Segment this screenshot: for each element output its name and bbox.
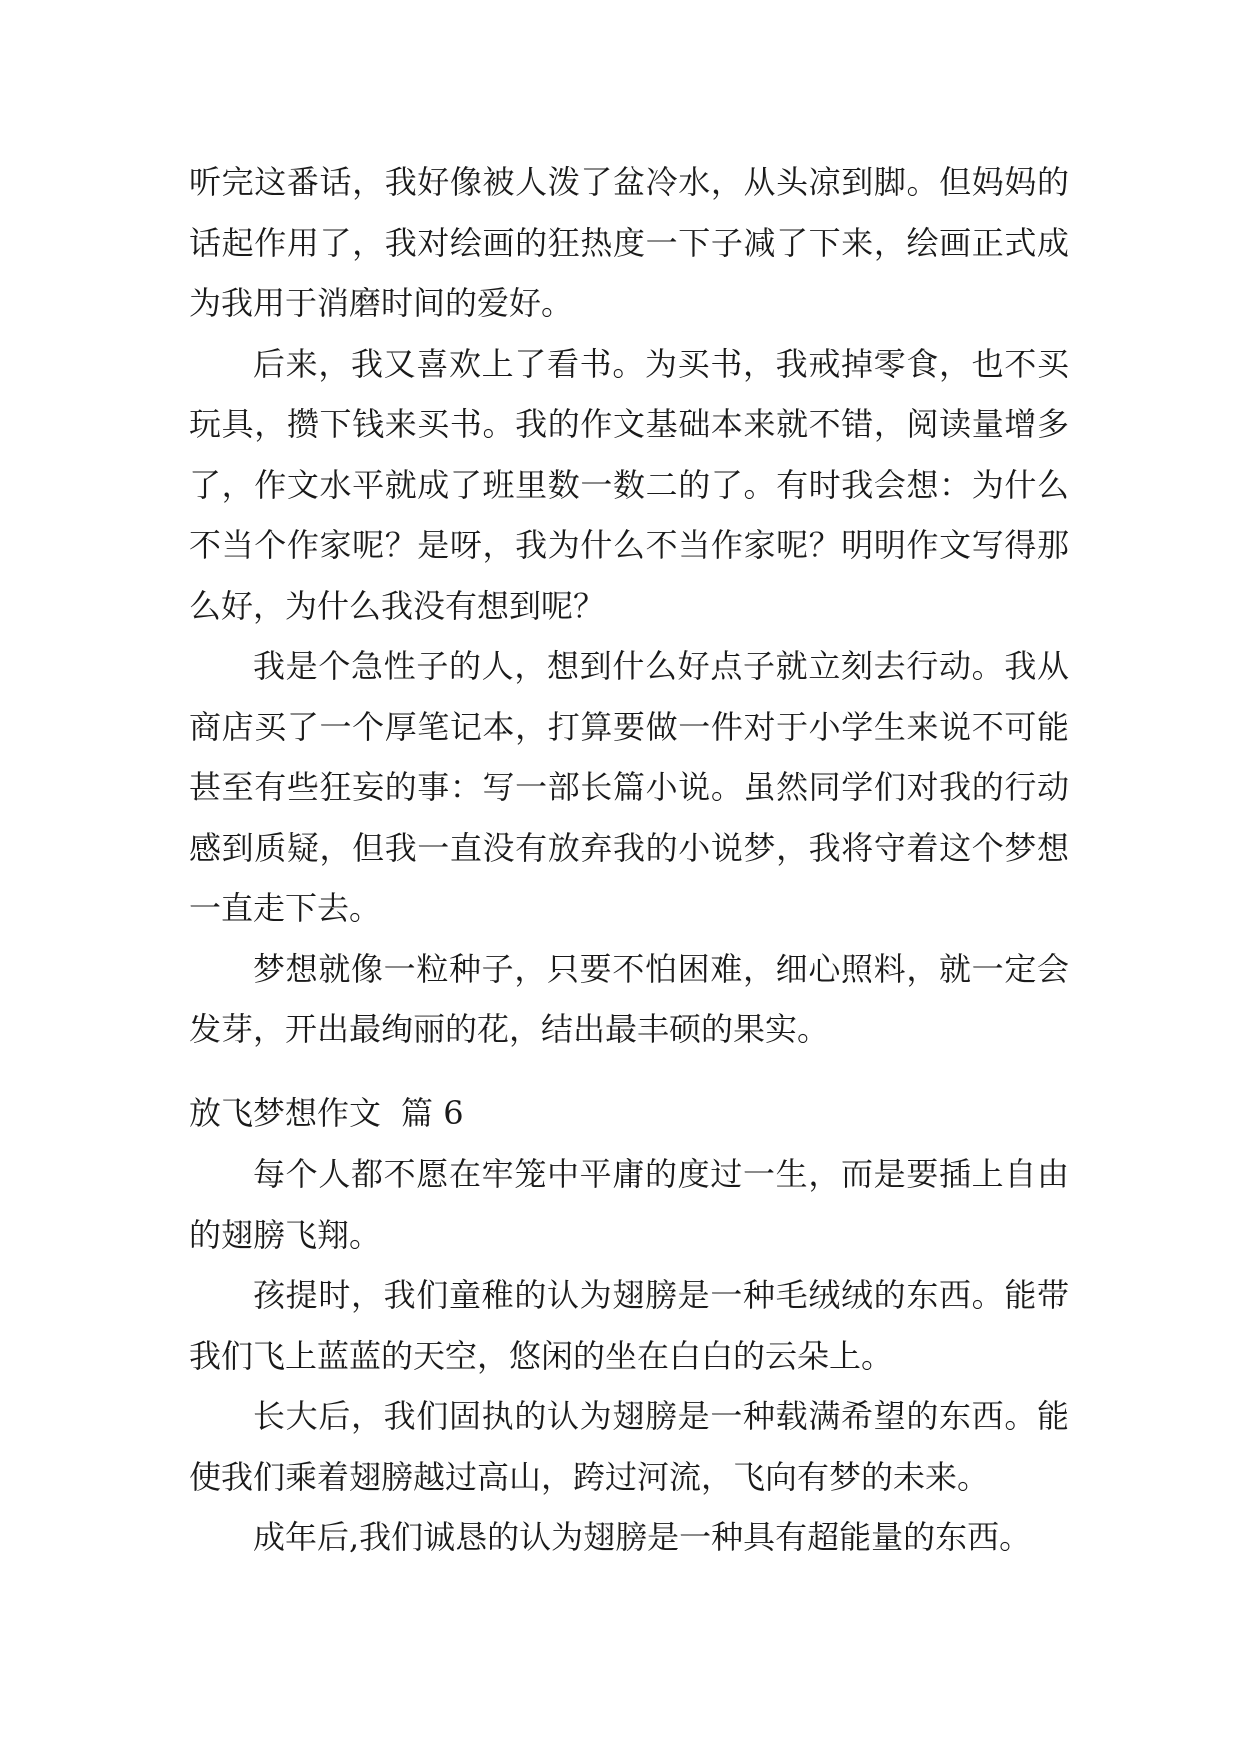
paragraph: 长大后，我们固执的认为翅膀是一种载满希望的东西。能使我们乘着翅膀越过高山，跨过河流，飞向有梦的未来。 bbox=[189, 1397, 1069, 1496]
paragraph: 孩提时，我们童稚的认为翅膀是一种毛绒绒的东西。能带我们飞上蓝蓝的天空，悠闲的坐在白白的云朵上。 bbox=[189, 1276, 1069, 1375]
paragraph: 我是个急性子的人，想到什么好点子就立刻去行动。我从商店买了一个厚笔记本，打算要做一件对于小学生来说不可能甚至有些狂妄的事：写一部长篇小说。虽然同学们对我的行动感到质疑，但我一直没有放弃我的小说梦，我将守着这个梦想一直走下去。 bbox=[189, 647, 1069, 927]
document-body-part2 bbox=[189, 1144, 1069, 1568]
paragraph: 后来，我又喜欢上了看书。为买书，我戒掉零食，也不买玩具，攒下钱来买书。我的作文基础本来就不错，阅读量增多了，作文水平就成了班里数一数二的了。有时我会想：为什么不当个作家呢？是呀，我为什么不当作家呢？明明作文写得那么好，为什么我没有想到呢？ bbox=[189, 344, 1069, 625]
paragraph: 每个人都不愿在牢笼中平庸的度过一生，而是要插上自由的翅膀飞翔。 bbox=[189, 1155, 1069, 1254]
document-body-part1 bbox=[189, 152, 1069, 1060]
paragraph: 听完这番话，我好像被人泼了盆冷水，从头凉到脚。但妈妈的话起作用了，我对绘画的狂热度一下子减了下来，绘画正式成为我用于消磨时间的爱好。 bbox=[189, 163, 1069, 322]
section-heading-title: 放飞梦想作文 bbox=[189, 1094, 382, 1132]
paragraph: 梦想就像一粒种子，只要不怕困难，细心照料，就一定会发芽，开出最绚丽的花，结出最丰硕的果实。 bbox=[189, 949, 1069, 1048]
paragraph: 成年后,我们诚恳的认为翅膀是一种具有超能量的东西。 bbox=[253, 1518, 1032, 1556]
section-heading bbox=[189, 1083, 1069, 1144]
section-heading-number: 篇 6 bbox=[401, 1094, 464, 1132]
